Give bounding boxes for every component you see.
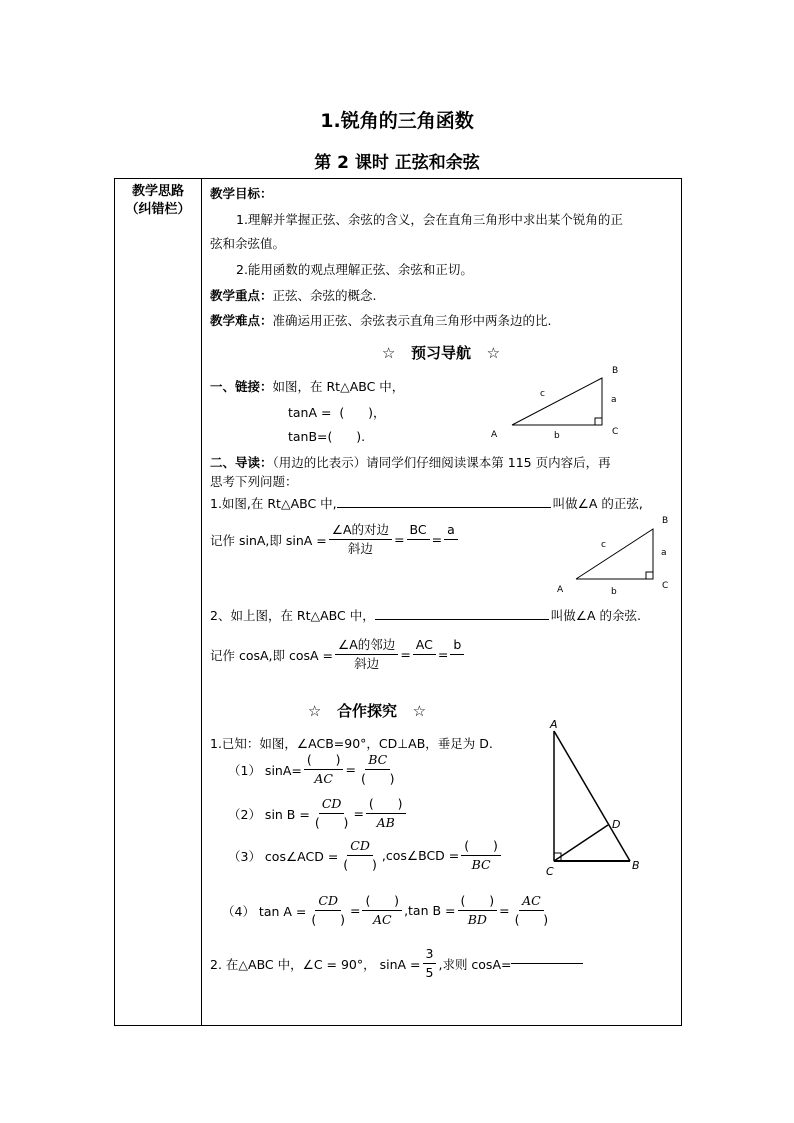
p4-den-2: AC (372, 912, 392, 927)
p4-den-4: ( ) (514, 912, 549, 927)
part-4-label: （4） tan A = (222, 903, 307, 919)
equals-sign: = (353, 806, 364, 821)
sin-prefix: 记作 sinA,即 sinA = (210, 532, 327, 548)
fig2-label-A: A (557, 585, 564, 595)
cos-den-2 (421, 655, 427, 672)
equals-sign: = (394, 532, 405, 547)
p2-frac-2 (366, 796, 406, 831)
p4-frac-2 (362, 893, 402, 928)
p4-num-2: ( ) (362, 893, 402, 911)
link-line (210, 377, 404, 395)
p4-den-3: BD (467, 912, 487, 927)
page-title: 1.锐角的三角函数 (320, 110, 474, 132)
sidebar-line-1: 教学思路 (131, 184, 184, 199)
question-cosine (210, 606, 641, 624)
tanB-line: tanB=( ). (288, 429, 366, 444)
p1-num-1: ( ) (304, 752, 344, 770)
p1-den-2: ( ) (360, 771, 395, 786)
cos-num-2: AC (413, 637, 436, 655)
q2-den: 5 (425, 965, 434, 980)
fig1-label-b: b (554, 431, 560, 441)
difficult-point-label: 教学难点： (210, 313, 273, 328)
p4-num-4: AC (519, 893, 544, 911)
explore-q2 (210, 946, 583, 981)
q2-suffix: 叫做∠A 的余弦. (550, 608, 641, 623)
equals-sign: = (437, 647, 449, 662)
p1-num-2: BC (365, 752, 390, 770)
q2-text-prefix: 2. 在△ABC 中，∠C = 90°， sinA = (210, 956, 421, 972)
fig1-label-c: c (540, 389, 545, 399)
link-text: 如图，在 Rt△ABC 中， (272, 379, 405, 394)
cos-num-1: ∠A的邻边 (335, 637, 398, 655)
q2-prefix: 2、如上图，在 Rt△ABC 中， (210, 608, 375, 623)
guide-text-1: （用边的比表示）请同学们仔细阅读课本第 115 页内容后，再 (272, 455, 611, 470)
key-point-label: 教学重点： (210, 288, 273, 303)
goals-heading: 教学目标： (210, 186, 273, 201)
sin-num-3: a (444, 522, 458, 540)
fig2-label-b: b (611, 587, 617, 597)
p3-num-1: CD (347, 838, 373, 856)
p3-frac-1 (340, 838, 380, 873)
difficult-point-text: 准确运用正弦、余弦表示直角三角形中两条边的比. (272, 313, 552, 328)
cos-prefix: 记作 cosA,即 cosA = (210, 647, 334, 663)
p2-den-2: AB (376, 815, 395, 830)
p4-num-1: CD (315, 893, 341, 911)
fig1-label-A: A (491, 430, 498, 440)
preview-heading: ☆ 预习导航 ☆ (381, 344, 501, 362)
fig2-label-B: B (662, 516, 669, 526)
guide-label: 二、导读： (210, 455, 273, 470)
p1-frac-1 (304, 752, 344, 787)
p2-num-1: CD (319, 796, 345, 814)
part-2-label: （2） sin B = (228, 806, 310, 822)
fig3-label-A: A (550, 718, 558, 731)
sin-num-1: ∠A的对边 (329, 522, 392, 540)
fig2-label-C: C (662, 581, 669, 591)
cos-fraction-2 (413, 637, 436, 672)
p2-num-2: ( ) (366, 796, 406, 814)
p4-num-3: ( ) (458, 893, 498, 911)
equals-sign: = (431, 532, 443, 547)
guide-line-2: 思考下列问题： (210, 474, 298, 489)
sin-num-2: BC (407, 522, 430, 540)
key-point (210, 286, 377, 304)
part-3-mid: ,cos∠BCD = (381, 848, 460, 863)
p4-den-1: ( ) (311, 912, 345, 927)
triangle-figure-1 (486, 360, 626, 444)
sine-definition (210, 522, 460, 557)
part-1 (228, 752, 400, 787)
fig1-label-a: a (611, 395, 617, 405)
sidebar-heading (116, 183, 200, 219)
fig3-label-C: C (546, 865, 554, 878)
tanA-line: tanA = ( )， (288, 405, 386, 420)
fig1-label-C: C (612, 427, 619, 437)
fig2-label-a: a (661, 548, 667, 558)
q1-blank (337, 507, 551, 508)
fig3-label-B: B (632, 859, 640, 872)
sin-den-3 (448, 540, 454, 557)
sin-den-1: 斜边 (347, 541, 373, 556)
part-4-mid: ,tan B = (404, 903, 456, 918)
cos-fraction-1 (335, 637, 398, 672)
sin-fraction-2 (407, 522, 430, 557)
link-label: 一、链接： (210, 379, 273, 394)
q2-blank (375, 619, 549, 620)
equals-sign: = (400, 647, 411, 662)
goal-1a: 1.理解并掌握正弦、余弦的含义，会在直角三角形中求出某个锐角的正 (236, 212, 623, 227)
goal-1b: 弦和余弦值。 (210, 236, 286, 251)
part-4 (222, 893, 553, 928)
sin-fraction-3 (444, 522, 458, 557)
q1-suffix: 叫做∠A 的正弦, (552, 496, 643, 511)
cos-fraction-3 (450, 637, 464, 672)
p4-frac-3 (458, 893, 498, 928)
part-1-label: （1） sinA= (228, 762, 302, 778)
key-point-text: 正弦、余弦的概念. (272, 288, 377, 303)
p1-frac-2 (358, 752, 398, 787)
page-subtitle: 第 2 课时 正弦和余弦 (314, 153, 480, 173)
p3-den-2: BC (471, 857, 491, 872)
triangle-figure-3 (540, 715, 650, 880)
question-sine (210, 494, 643, 512)
explore-q1: 1.已知：如图，∠ACB=90°，CD⊥AB，垂足为 D. (210, 736, 493, 751)
part-3 (228, 838, 503, 873)
sin-fraction-1 (329, 522, 392, 557)
cos-num-3: b (450, 637, 464, 655)
q2-text-suffix: ,求则 cosA= (438, 956, 512, 972)
equals-sign: = (349, 903, 361, 918)
q2-answer-blank (511, 963, 583, 964)
triangle-figure-2 (550, 512, 675, 598)
p1-den-1: AC (314, 771, 333, 786)
part-3-label: （3） cos∠ACD = (228, 848, 339, 864)
equals-sign: = (499, 903, 510, 918)
difficult-point (210, 311, 552, 329)
cos-den-1: 斜边 (354, 656, 380, 671)
cosine-definition (210, 637, 466, 672)
part-2 (228, 796, 408, 831)
fig3-label-D: D (612, 818, 621, 831)
p4-frac-4 (512, 893, 552, 928)
equals-sign: = (345, 762, 356, 777)
fig1-label-B: B (612, 366, 619, 376)
p3-num-2: ( ) (461, 838, 501, 856)
p4-frac-1 (308, 893, 348, 928)
column-divider (201, 178, 202, 1026)
p2-frac-1 (312, 796, 352, 831)
goal-2: 2.能用函数的观点理解正弦、余弦和正切。 (236, 262, 473, 277)
sidebar-line-2: （纠错栏） (125, 202, 191, 217)
q2-fraction (423, 946, 437, 981)
p2-den-1: ( ) (314, 815, 349, 830)
explore-heading: ☆ 合作探究 ☆ (307, 702, 427, 720)
p3-frac-2 (461, 838, 501, 873)
fig2-label-c: c (601, 540, 606, 550)
sin-den-2 (415, 540, 421, 557)
p3-den-1: ( ) (343, 857, 377, 872)
guide-line-1 (210, 453, 611, 471)
cos-den-3 (454, 655, 460, 672)
q1-prefix: 1.如图,在 Rt△ABC 中, (210, 496, 337, 511)
q2-num: 3 (423, 946, 437, 964)
